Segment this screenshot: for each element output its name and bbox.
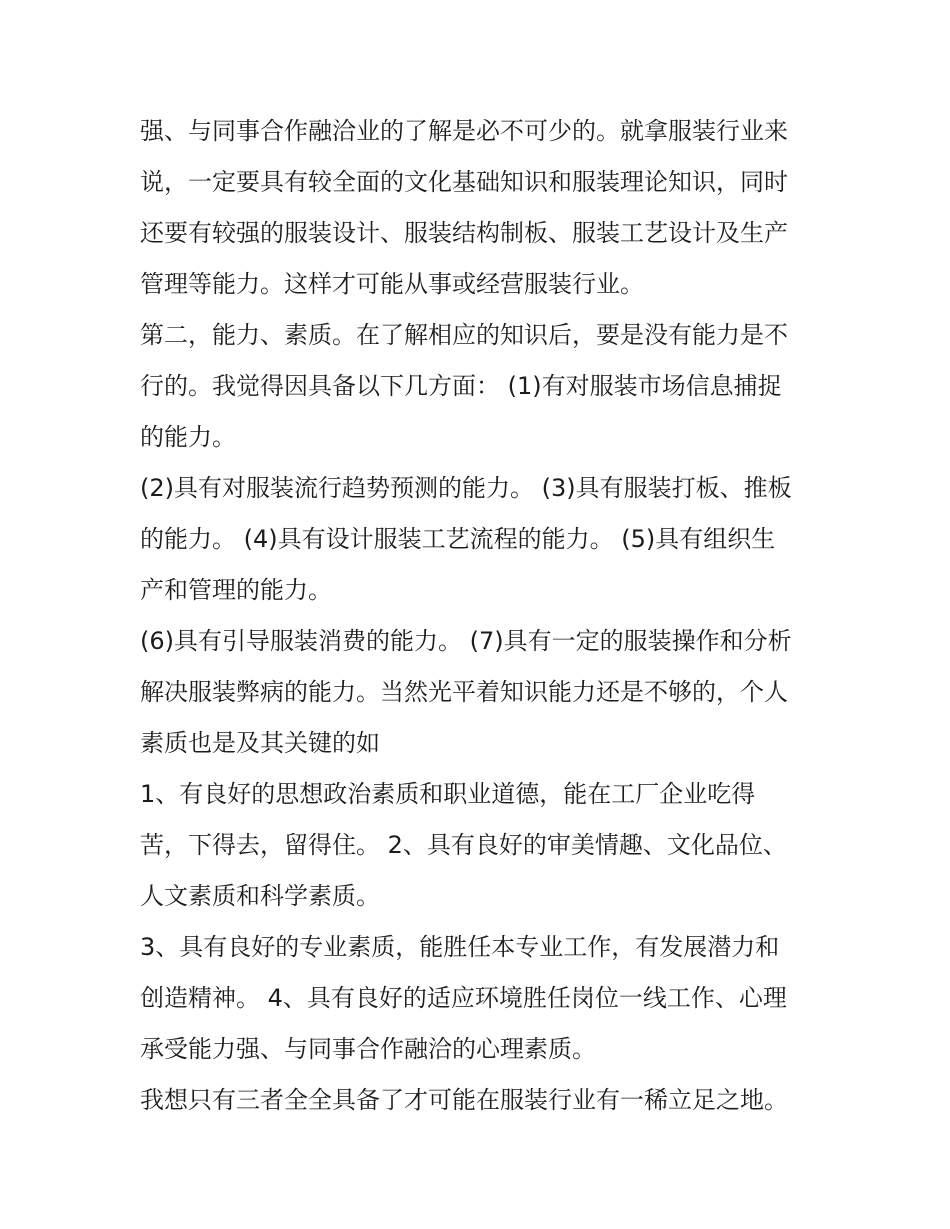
text-line: (2)具有对服装流行趋势预测的能力。 (3)具有服装打板、推板 [140, 474, 792, 502]
text-line: 还要有较强的服装设计、服装结构制板、服装工艺设计及生产 [140, 219, 788, 247]
text-line: 素质也是及其关键的如 [140, 729, 380, 757]
text-line: 解决服装弊病的能力。当然光平着知识能力还是不够的，个人 [140, 678, 788, 706]
text-line: 强、与同事合作融洽业的了解是必不可少的。就拿服装行业来 [140, 117, 788, 145]
text-line: 人文素质和科学素质。 [140, 882, 380, 910]
text-line: 的能力。 [140, 423, 236, 451]
text-line: 说，一定要具有较全面的文化基础知识和服装理论知识，同时 [140, 168, 788, 196]
text-line: 管理等能力。这样才可能从事或经营服装行业。 [140, 270, 644, 298]
text-line: 产和管理的能力。 [140, 576, 332, 604]
text-line: 苦，下得去，留得住。 2、具有良好的审美情趣、文化品位、 [140, 831, 787, 859]
text-line: 行的。我觉得因具备以下几方面： (1)有对服装市场信息捕捉 [140, 372, 782, 400]
text-line: 的能力。 (4)具有设计服装工艺流程的能力。 (5)具有组织生 [140, 525, 776, 553]
text-line: 我想只有三者全全具备了才可能在服装行业有一稀立足之地。 [140, 1086, 788, 1114]
text-line: 承受能力强、与同事合作融洽的心理素质。 [140, 1035, 596, 1063]
text-line: 创造精神。 4、具有良好的适应环境胜任岗位一线工作、心理 [140, 984, 787, 1012]
text-line: (6)具有引导服装消费的能力。 (7)具有一定的服装操作和分析 [140, 627, 792, 655]
body-text [140, 106, 820, 1126]
text-line: 3、具有良好的专业素质，能胜任本专业工作，有发展潜力和 [140, 933, 780, 961]
text-line: 第二，能力、素质。在了解相应的知识后，要是没有能力是不 [140, 321, 788, 349]
text-line: 1、有良好的思想政治素质和职业道德，能在工厂企业吃得 [140, 780, 756, 808]
